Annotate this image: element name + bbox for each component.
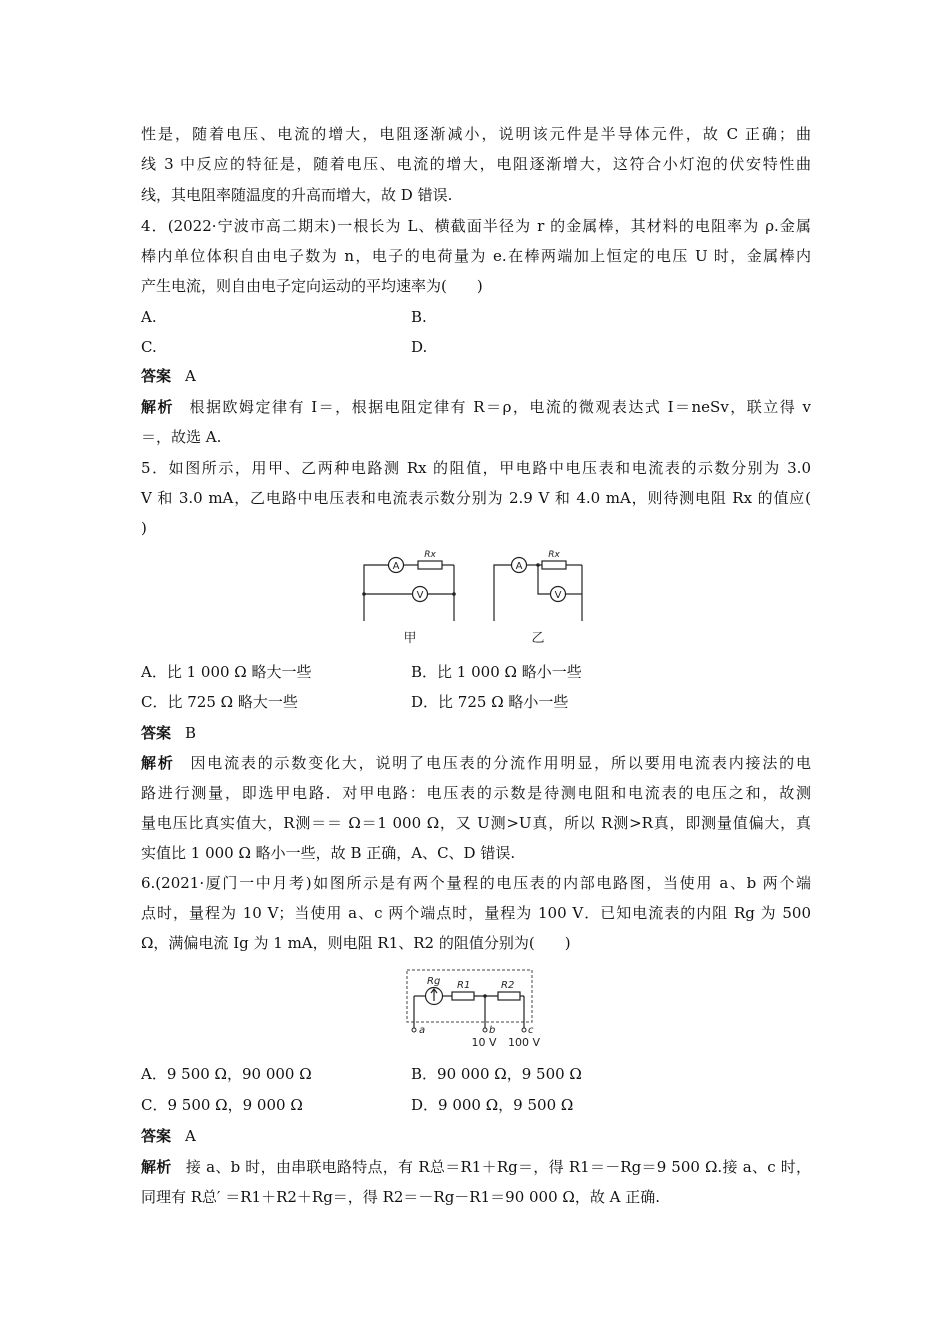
range-100v-label: 100 V (507, 1036, 541, 1049)
q6-option-c: C．9 500 Ω，9 000 Ω (141, 1096, 303, 1114)
q4-option-c: C. (141, 338, 157, 356)
q6-stem-line: 点时，量程为 10 V；当使用 a、c 两个端点时，量程为 100 V．已知电流表的内阻 Rg 为 500 (141, 904, 811, 922)
q5-analysis-line: 路进行测量，即选甲电路．对甲电路：电压表的示数是待测电阻和电流表的电压之和，故测 (141, 784, 811, 802)
galvanometer-label: Rg (427, 976, 441, 987)
q5-option-d: D．比 725 Ω 略小一些 (411, 693, 569, 711)
q4-analysis-line: ＝，故选 A. (141, 428, 222, 446)
q6-option-a: A．9 500 Ω，90 000 Ω (141, 1065, 312, 1083)
q4-option-d: D. (411, 338, 428, 356)
circuit-label-jia: 甲 (403, 631, 417, 646)
terminal-b-label: b (489, 1025, 496, 1036)
prev-analysis-line: 性是，随着电压、电流的增大，电阻逐渐减小，说明该元件是半导体元件，故 C 正确；曲 (141, 125, 811, 143)
resistor-r2-label: R2 (501, 980, 515, 991)
q5-analysis-line: 实值比 1 000 Ω 略小一些，故 B 正确，A、C、D 错误. (141, 844, 516, 862)
q6-voltmeter-circuit (400, 963, 550, 1057)
ammeter-symbol: A (515, 561, 523, 572)
q6-stem-line: 6.(2021·厦门一中月考)如图所示是有两个量程的电压表的内部电路图，当使用 a、b 两个端 (141, 874, 811, 892)
q4-option-a: A. (141, 308, 157, 326)
q6-answer (141, 1126, 811, 1146)
q5-stem-line: ) (141, 519, 147, 537)
q6-stem-line: Ω，满偏电流 Ig 为 1 mA，则电阻 R1、R2 的阻值分别为( ) (141, 934, 571, 952)
answer-label: 答案 (141, 1127, 172, 1145)
q5-analysis-line: 量电压比真实值大，R测＝＝ Ω＝1 000 Ω，又 U测>U真，所以 R测>R真，即测量值偏大，真 (141, 814, 811, 832)
circuit-label-yi: 乙 (531, 631, 545, 646)
q4-answer (141, 366, 811, 386)
resistor-label: Rx (424, 550, 436, 560)
q4-analysis (141, 397, 811, 417)
analysis-text: 因电流表的示数变化大，说明了电压表的分流作用明显，所以要用电流表内接法的电 (188, 754, 811, 772)
analysis-label: 解析 (141, 398, 174, 416)
range-10v-label: 10 V (471, 1036, 497, 1049)
q6-option-b: B．90 000 Ω，9 500 Ω (411, 1065, 582, 1083)
q6-analysis-line: 同理有 R总′ ＝R1＋R2＋Rg＝，得 R2＝－Rg－R1＝90 000 Ω，故 A 正确. (141, 1188, 660, 1206)
answer-value: A (185, 1127, 196, 1145)
q4-stem-line: 4．(2022·宁波市高二期末)一根长为 L、横截面半径为 r 的金属棒，其材料的电阻率为 ρ.金属 (141, 217, 811, 235)
prev-analysis-line: 线 3 中反应的特征是，随着电压、电流的增大，电阻逐渐增大，这符合小灯泡的伏安特性曲 (141, 155, 811, 173)
q5-answer (141, 723, 811, 743)
voltmeter-symbol: V (416, 590, 424, 601)
resistor-r1-label: R1 (457, 980, 471, 991)
voltmeter-symbol: V (554, 590, 562, 601)
q5-circuit-figure (356, 542, 596, 652)
prev-analysis-line: 线，其电阻率随温度的升高而增大，故 D 错误. (141, 186, 453, 204)
analysis-label: 解析 (141, 1158, 172, 1176)
analysis-label: 解析 (141, 754, 175, 772)
q5-option-c: C．比 725 Ω 略大一些 (141, 693, 298, 711)
q6-analysis (141, 1157, 811, 1177)
terminal-a-label: a (419, 1025, 426, 1036)
answer-value: B (185, 724, 197, 742)
q5-stem-line: 5．如图所示，用甲、乙两种电路测 Rx 的阻值，甲电路中电压表和电流表的示数分别为 3.0 (141, 459, 811, 477)
q5-option-a: A．比 1 000 Ω 略大一些 (141, 663, 312, 681)
analysis-text: 根据欧姆定律有 I＝，根据电阻定律有 R＝ρ，电流的微观表达式 I＝neSv，联立得 v (188, 398, 811, 416)
analysis-text: 接 a、b 时，由串联电路特点，有 R总＝R1＋Rg＝，得 R1＝－Rg＝9 500 Ω.接 a、c 时， (185, 1158, 811, 1176)
terminal-c-label: c (528, 1025, 534, 1036)
answer-label: 答案 (141, 367, 172, 385)
ammeter-symbol: A (392, 561, 400, 572)
q4-stem-line: 产生电流，则自由电子定向运动的平均速率为( ) (141, 277, 483, 295)
q4-stem-line: 棒内单位体积自由电子数为 n，电子的电荷量为 e.在棒两端加上恒定的电压 U 时，金属棒内 (141, 247, 811, 265)
q4-option-b: B. (411, 308, 427, 326)
q5-option-b: B．比 1 000 Ω 略小一些 (411, 663, 582, 681)
q6-option-d: D．9 000 Ω，9 500 Ω (411, 1096, 574, 1114)
answer-value: A (185, 367, 196, 385)
resistor-label: Rx (548, 550, 560, 560)
answer-label: 答案 (141, 724, 172, 742)
q5-stem-line: V 和 3.0 mA，乙电路中电压表和电流表示数分别为 2.9 V 和 4.0 mA，则待测电阻 Rx 的值应( (141, 489, 811, 507)
q5-analysis (141, 753, 811, 773)
